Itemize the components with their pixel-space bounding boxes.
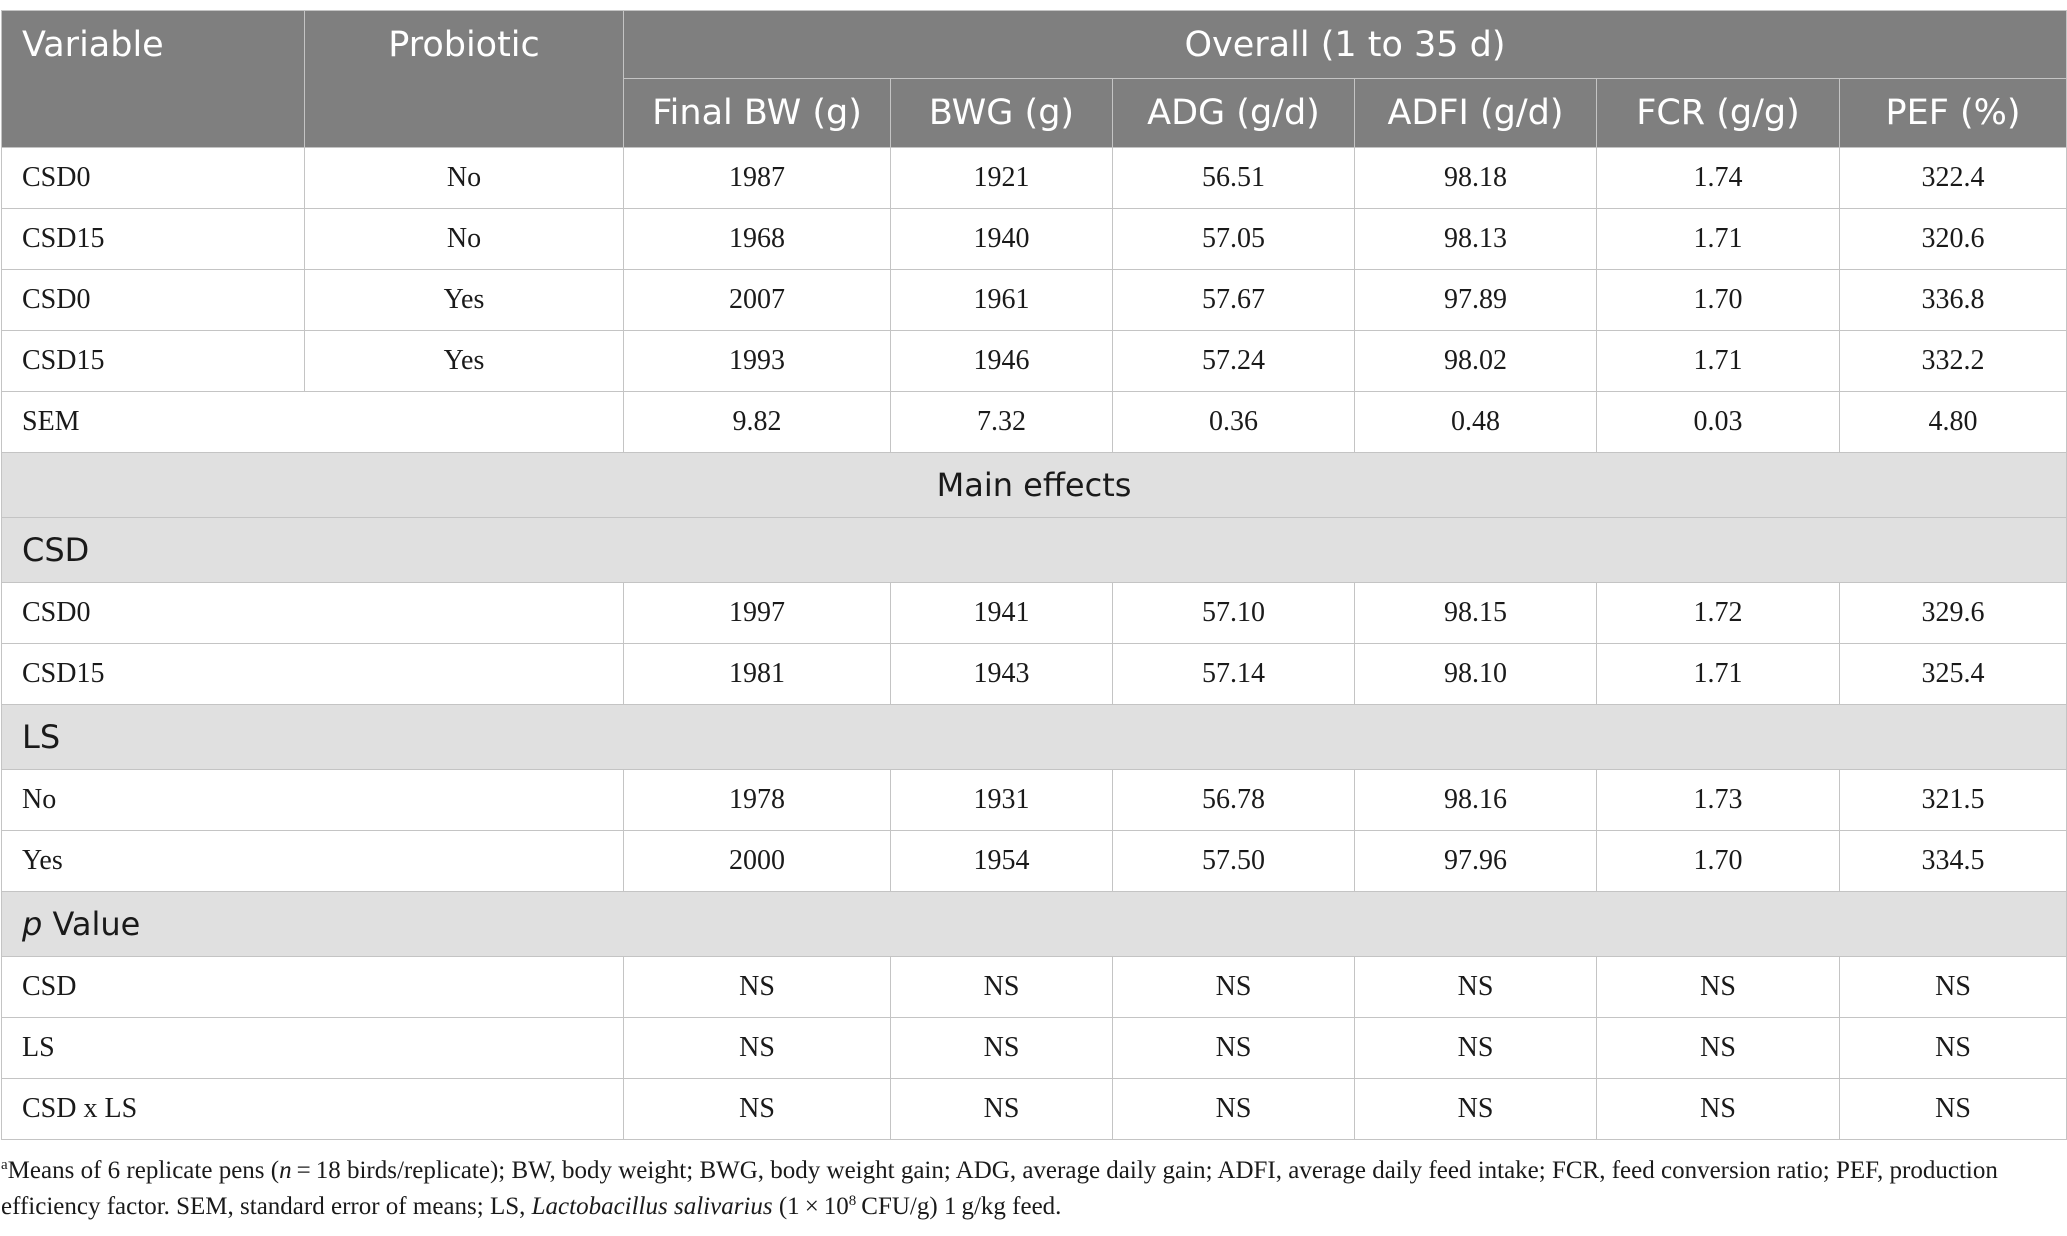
cell: 1981 [624, 644, 891, 705]
header-probiotic: Probiotic [305, 11, 624, 148]
cell: NS [1840, 957, 2067, 1018]
cell: 334.5 [1840, 831, 2067, 892]
footnote-species: Lactobacillus salivarius [531, 1193, 773, 1220]
cell: 1943 [891, 644, 1113, 705]
cell: 1921 [891, 148, 1113, 209]
row-probiotic: No [305, 209, 624, 270]
table-row [2, 209, 2067, 270]
row-label: No [2, 770, 624, 831]
cell: NS [624, 1079, 891, 1140]
cell: 1978 [624, 770, 891, 831]
cell: 1.70 [1597, 831, 1840, 892]
csd-section-title: CSD [2, 518, 2067, 583]
cell: 98.15 [1355, 583, 1597, 644]
table-row [2, 770, 2067, 831]
table-row [2, 270, 2067, 331]
cell: 98.10 [1355, 644, 1597, 705]
pvalue-p: p [22, 905, 43, 943]
cell: NS [891, 1079, 1113, 1140]
footnote-text-4: CFU/g) 1 g/kg feed. [856, 1193, 1062, 1220]
results-table-wrapper [1, 10, 2066, 1140]
cell: 1.74 [1597, 148, 1840, 209]
row-label: LS [2, 1018, 624, 1079]
cell: 1946 [891, 331, 1113, 392]
cell: 57.10 [1113, 583, 1355, 644]
cell: NS [1597, 1079, 1840, 1140]
header-col-bwg: BWG (g) [891, 79, 1113, 148]
table-footnote [1, 1153, 2061, 1225]
row-variable: CSD0 [2, 270, 305, 331]
cell: 57.50 [1113, 831, 1355, 892]
cell: 1997 [624, 583, 891, 644]
cell: NS [1113, 1079, 1355, 1140]
cell: 4.80 [1840, 392, 2067, 453]
cell: 1.71 [1597, 644, 1840, 705]
cell: 1940 [891, 209, 1113, 270]
cell: 0.48 [1355, 392, 1597, 453]
cell: 1941 [891, 583, 1113, 644]
cell: 7.32 [891, 392, 1113, 453]
cell: 2000 [624, 831, 891, 892]
row-label: CSD [2, 957, 624, 1018]
row-probiotic: Yes [305, 270, 624, 331]
cell: 336.8 [1840, 270, 2067, 331]
cell: 332.2 [1840, 331, 2067, 392]
row-variable: CSD15 [2, 331, 305, 392]
cell: 56.51 [1113, 148, 1355, 209]
cell: 97.96 [1355, 831, 1597, 892]
header-col-pef: PEF (%) [1840, 79, 2067, 148]
table-row [2, 331, 2067, 392]
cell: 1987 [624, 148, 891, 209]
cell: 56.78 [1113, 770, 1355, 831]
cell: 320.6 [1840, 209, 2067, 270]
pvalue-section-title [2, 892, 2067, 957]
cell: 2007 [624, 270, 891, 331]
cell: 97.89 [1355, 270, 1597, 331]
footnote-text-2: = 18 birds/replicate); BW, body weight; BWG, body weight gain; ADG, average daily gain; ADFI, average daily feed intake; FCR, feed conversion ratio; PEF, production efficiency factor. SEM, standard error of means; LS, [1, 1157, 1998, 1220]
header-col-fcr: FCR (g/g) [1597, 79, 1840, 148]
cell: NS [1113, 957, 1355, 1018]
header-col-adfi: ADFI (g/d) [1355, 79, 1597, 148]
footnote-n: n [279, 1157, 292, 1184]
row-variable: CSD15 [2, 209, 305, 270]
cell: NS [624, 957, 891, 1018]
cell: 1.70 [1597, 270, 1840, 331]
header-variable: Variable [2, 11, 305, 148]
cell: 1.71 [1597, 209, 1840, 270]
header-col-final-bw: Final BW (g) [624, 79, 891, 148]
performance-table [1, 10, 2067, 1140]
row-variable: CSD0 [2, 148, 305, 209]
sem-row [2, 392, 2067, 453]
cell: 329.6 [1840, 583, 2067, 644]
cell: 1.73 [1597, 770, 1840, 831]
row-label: CSD15 [2, 644, 624, 705]
cell: NS [1355, 1018, 1597, 1079]
cell: 57.05 [1113, 209, 1355, 270]
cell: 57.67 [1113, 270, 1355, 331]
cell: NS [1840, 1018, 2067, 1079]
cell: 0.03 [1597, 392, 1840, 453]
pvalue-section-row [2, 892, 2067, 957]
table-row [2, 831, 2067, 892]
row-label: Yes [2, 831, 624, 892]
sem-label: SEM [2, 392, 624, 453]
cell: NS [624, 1018, 891, 1079]
main-effects-title: Main effects [2, 453, 2067, 518]
row-label: CSD0 [2, 583, 624, 644]
cell: 325.4 [1840, 644, 2067, 705]
footnote-text-3: (1 × 10 [772, 1193, 849, 1220]
header-overall: Overall (1 to 35 d) [624, 11, 2067, 79]
table-row [2, 583, 2067, 644]
header-col-adg: ADG (g/d) [1113, 79, 1355, 148]
cell: 1968 [624, 209, 891, 270]
footnote-marker: a [1, 1157, 8, 1173]
cell: 1993 [624, 331, 891, 392]
table-row [2, 1079, 2067, 1140]
cell: 98.18 [1355, 148, 1597, 209]
cell: NS [1597, 1018, 1840, 1079]
row-probiotic: No [305, 148, 624, 209]
cell: 98.16 [1355, 770, 1597, 831]
cell: 1931 [891, 770, 1113, 831]
cell: NS [891, 1018, 1113, 1079]
row-probiotic: Yes [305, 331, 624, 392]
cell: NS [891, 957, 1113, 1018]
cell: 1961 [891, 270, 1113, 331]
ls-section-title: LS [2, 705, 2067, 770]
cell: NS [1355, 1079, 1597, 1140]
cell: NS [1840, 1079, 2067, 1140]
table-row [2, 644, 2067, 705]
cell: 1.71 [1597, 331, 1840, 392]
row-label: CSD x LS [2, 1079, 624, 1140]
cell: NS [1355, 957, 1597, 1018]
footnote-exponent: 8 [848, 1193, 857, 1209]
cell: NS [1597, 957, 1840, 1018]
cell: 9.82 [624, 392, 891, 453]
cell: 321.5 [1840, 770, 2067, 831]
cell: 0.36 [1113, 392, 1355, 453]
cell: 1954 [891, 831, 1113, 892]
cell: 57.24 [1113, 331, 1355, 392]
ls-section-row [2, 705, 2067, 770]
table-row [2, 148, 2067, 209]
cell: NS [1113, 1018, 1355, 1079]
cell: 98.13 [1355, 209, 1597, 270]
footnote-text-1: Means of 6 replicate pens ( [7, 1157, 280, 1184]
pvalue-rest: Value [42, 905, 141, 943]
cell: 1.72 [1597, 583, 1840, 644]
csd-section-row [2, 518, 2067, 583]
cell: 322.4 [1840, 148, 2067, 209]
cell: 98.02 [1355, 331, 1597, 392]
main-effects-row [2, 453, 2067, 518]
cell: 57.14 [1113, 644, 1355, 705]
table-row [2, 957, 2067, 1018]
table-row [2, 1018, 2067, 1079]
